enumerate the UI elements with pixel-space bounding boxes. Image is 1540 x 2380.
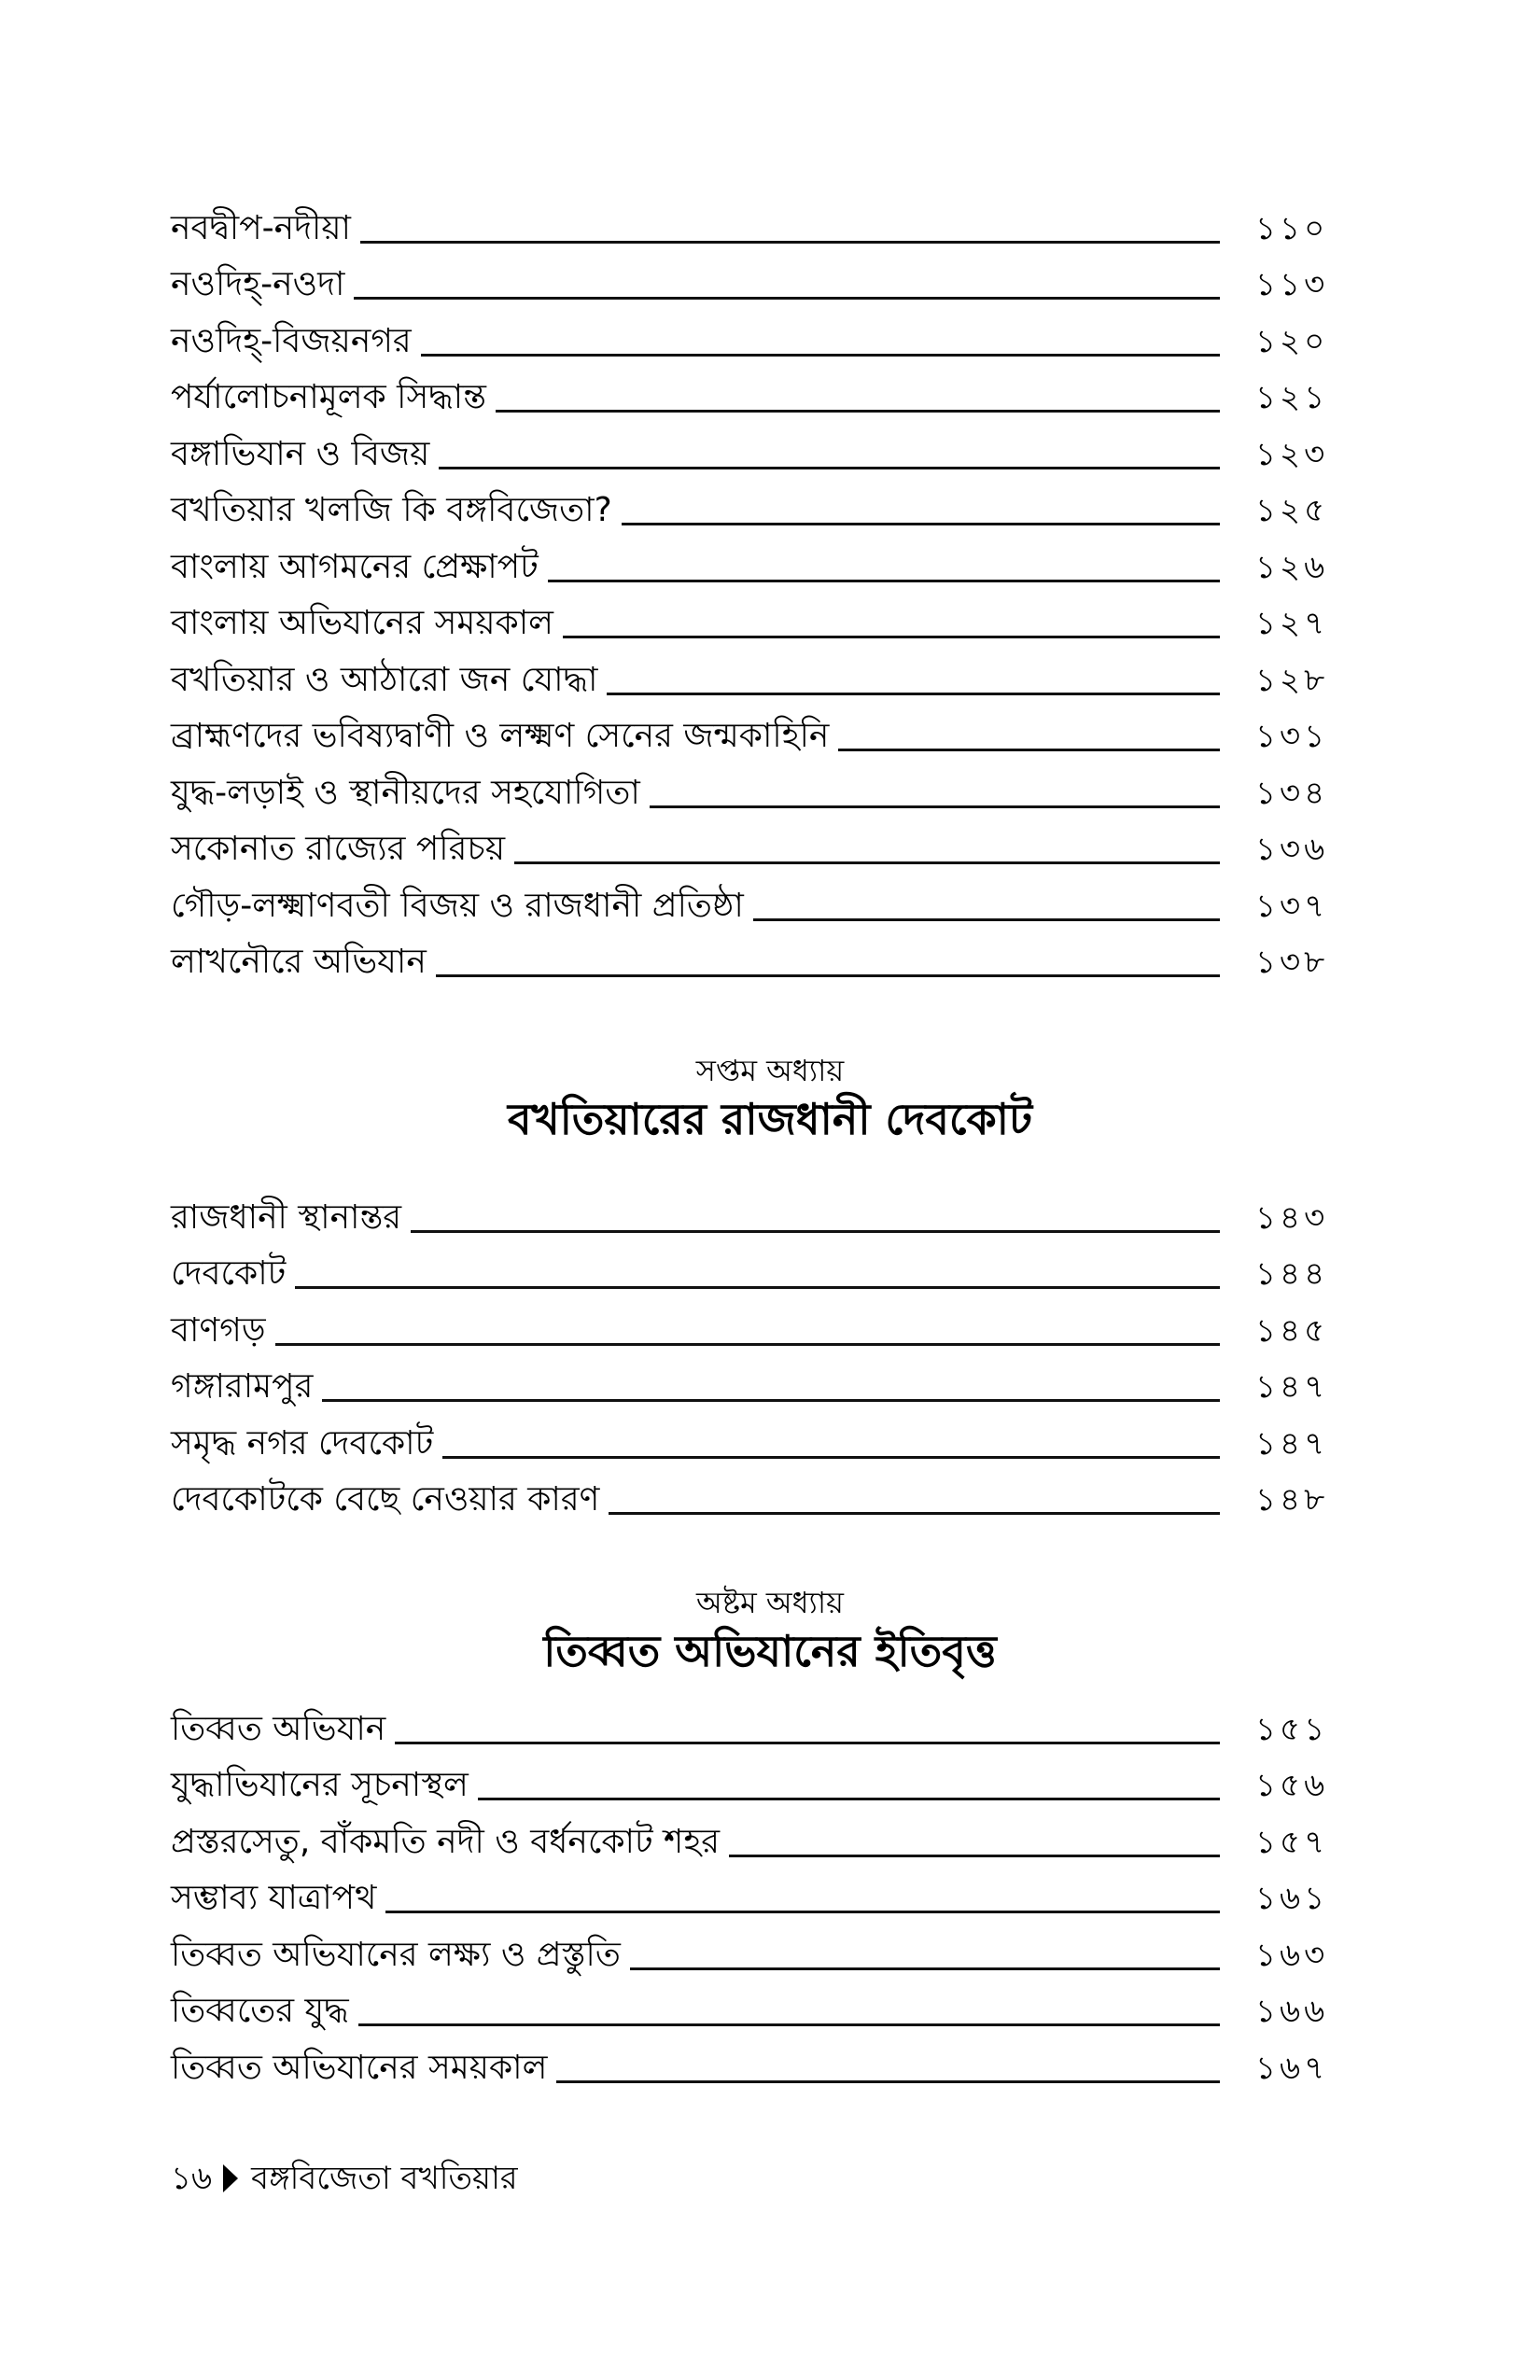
toc-entry-page: ১৪৫ (1255, 1311, 1329, 1350)
toc-leader-line (622, 523, 1220, 525)
toc-entry-title: নওদিহ্-নওদা (171, 265, 345, 303)
toc-entry-page: ১৬৩ (1255, 1936, 1329, 1974)
toc-leader-line (556, 2080, 1220, 2083)
toc-entry-title: সকোনাত রাজ্যের পরিচয় (171, 830, 506, 868)
toc-entry-title: তিব্বত অভিযান (171, 1709, 386, 1748)
toc-entry[interactable] (171, 479, 1347, 536)
toc-entry[interactable] (171, 1697, 1347, 1754)
footer-book-title: বঙ্গবিজেতা বখতিয়ার (251, 2160, 518, 2197)
triangle-right-icon (223, 2164, 238, 2192)
toc-entry-title: বাংলায় আগমনের প্রেক্ষাপট (171, 547, 539, 586)
toc-entry-page: ১৩৮ (1255, 944, 1329, 981)
toc-entry-page: ১৩৪ (1255, 774, 1329, 812)
toc-entry[interactable] (171, 705, 1347, 762)
toc-leader-line (548, 580, 1220, 582)
toc-entry[interactable] (171, 366, 1347, 423)
toc-entry[interactable] (171, 2036, 1347, 2093)
toc-entry-page: ১২৬ (1255, 548, 1329, 586)
toc-leader-line (360, 241, 1220, 244)
toc-entry-page: ১৪৭ (1255, 1368, 1329, 1406)
toc-entry-page: ১২০ (1255, 322, 1329, 360)
toc-leader-line (630, 1967, 1220, 1970)
toc-entry-title: বখতিয়ার ও আঠারো জন যোদ্ধা (171, 660, 598, 699)
toc-entry-title: যুদ্ধ-লড়াই ও স্থানীয়দের সহযোগিতা (171, 773, 640, 812)
toc-leader-line (496, 410, 1220, 413)
chapter-heading-8 (0, 1584, 1540, 1677)
toc-entry-page: ১৬৭ (1255, 2049, 1329, 2087)
toc-entry[interactable] (171, 1185, 1347, 1242)
toc-entry-title: গঙ্গারামপুর (171, 1367, 314, 1406)
toc-leader-line (436, 974, 1220, 977)
toc-entry-page: ১২৩ (1255, 435, 1329, 473)
footer-page-number: ১৬ (171, 2160, 213, 2197)
chapter-label: অষ্টম অধ্যায় (696, 1585, 844, 1620)
toc-leader-line (439, 467, 1220, 469)
toc-leader-line (729, 1855, 1220, 1857)
toc-entry-title: বঙ্গাভিযান ও বিজয় (171, 434, 430, 473)
toc-entry-title: তিব্বতের যুদ্ধ (171, 1992, 349, 2030)
toc-entry-page: ১৪৪ (1255, 1255, 1329, 1293)
toc-leader-line (395, 1742, 1220, 1744)
toc-leader-line (411, 1230, 1220, 1233)
toc-entry-title: নবদ্বীপ-নদীয়া (171, 208, 351, 247)
toc-entry[interactable] (171, 535, 1347, 592)
toc-leader-line (354, 297, 1220, 300)
toc-entry-page: ১৬১ (1255, 1880, 1329, 1917)
toc-leader-line (563, 636, 1220, 638)
toc-leader-line (295, 1286, 1220, 1289)
toc-entry-page: ১২১ (1255, 379, 1329, 416)
chapter-title: বখতিয়ারের রাজধানী দেবকোট (507, 1094, 1033, 1144)
toc-entry-title: প্রস্তরসেতু, বাঁকমতি নদী ও বর্ধনকোট শহর (171, 1822, 721, 1861)
toc-entry[interactable] (171, 592, 1347, 649)
toc-leader-line (385, 1911, 1220, 1913)
toc-entry-page: ১৪৩ (1255, 1198, 1329, 1237)
toc-leader-line (753, 918, 1220, 921)
toc-section-chapter-7 (171, 1185, 1347, 1524)
toc-entry[interactable] (171, 1411, 1347, 1468)
toc-entry-title: সমৃদ্ধ নগর দেবকোট (171, 1423, 434, 1463)
toc-entry-page: ১১০ (1255, 209, 1329, 247)
toc-entry-title: লাখনৌরে অভিযান (171, 943, 427, 981)
toc-entry[interactable] (171, 648, 1347, 705)
toc-entry-page: ১৩৬ (1255, 831, 1329, 868)
toc-entry[interactable] (171, 1468, 1347, 1525)
toc-entry-page: ১২৫ (1255, 492, 1329, 529)
toc-entry-title: সম্ভাব্য যাত্রাপথ (171, 1879, 377, 1917)
chapter-title: তিব্বত অভিযানের ইতিবৃত্ত (543, 1626, 997, 1676)
page-footer (171, 2158, 518, 2199)
toc-entry-title: গৌড়-লক্ষ্মাণবতী বিজয় ও রাজধানী প্রতিষ্ঠা (171, 886, 744, 925)
toc-entry[interactable] (171, 422, 1347, 479)
toc-entry-title: নওদিহ্-বিজয়নগর (171, 321, 412, 360)
toc-entry-page: ১১৩ (1255, 266, 1329, 303)
toc-entry-page: ১৩৭ (1255, 887, 1329, 925)
toc-leader-line (478, 1798, 1220, 1800)
toc-leader-line (838, 749, 1220, 751)
toc-entry-page: ১৫৭ (1255, 1823, 1329, 1861)
toc-entry[interactable] (171, 761, 1347, 818)
toc-section-chapter-8 (171, 1697, 1347, 2093)
toc-entry-page: ১৩১ (1255, 718, 1329, 755)
toc-entry-title: বাণগড় (171, 1310, 266, 1350)
toc-leader-line (358, 2023, 1220, 2026)
toc-entry-title: যুদ্ধাভিযানের সূচনাস্থল (171, 1766, 469, 1804)
toc-entry-title: ব্রাহ্মণদের ভবিষ্যদ্বাণী ও লক্ষ্মণ সেনের জন্মকাহিনি (171, 717, 830, 755)
chapter-heading-7 (0, 1052, 1540, 1145)
toc-entry[interactable] (171, 1810, 1347, 1867)
toc-entry-title: দেবকোটকে বেছে নেওয়ার কারণ (171, 1480, 600, 1519)
toc-leader-line (609, 1512, 1220, 1515)
toc-leader-line (514, 861, 1220, 864)
toc-entry-page: ১৬৬ (1255, 1993, 1329, 2030)
toc-entry-title: রাজধানী স্থানান্তর (171, 1197, 402, 1237)
toc-leader-line (421, 354, 1220, 357)
toc-entry[interactable] (171, 309, 1347, 366)
toc-entry[interactable] (171, 1867, 1347, 1924)
toc-entry-title: বাংলায় অভিযানের সময়কাল (171, 604, 553, 642)
toc-entry-page: ১২৮ (1255, 661, 1329, 699)
toc-entry[interactable] (171, 1242, 1347, 1299)
toc-leader-line (442, 1456, 1220, 1459)
toc-section-continued (171, 196, 1347, 987)
toc-entry[interactable] (171, 1754, 1347, 1811)
toc-leader-line (275, 1343, 1220, 1346)
toc-entry[interactable] (171, 931, 1347, 987)
toc-entry-title: পর্যালোচনামূলক সিদ্ধান্ত (171, 378, 486, 416)
toc-entry-title: দেবকোট (171, 1254, 287, 1293)
toc-entry[interactable] (171, 1298, 1347, 1355)
toc-entry[interactable] (171, 818, 1347, 875)
toc-entry-title: তিব্বত অভিযানের লক্ষ্য ও প্রস্তুতি (171, 1935, 621, 1974)
toc-entry-title: বখতিয়ার খলজি কি বঙ্গবিজেতা? (171, 491, 612, 529)
toc-entry-page: ১৫১ (1255, 1710, 1329, 1748)
toc-entry-page: ১২৭ (1255, 605, 1329, 642)
toc-entry[interactable] (171, 1355, 1347, 1412)
toc-entry[interactable] (171, 253, 1347, 310)
toc-entry-page: ১৪৮ (1255, 1481, 1329, 1519)
toc-entry[interactable] (171, 874, 1347, 931)
toc-entry[interactable] (171, 196, 1347, 253)
toc-entry-page: ১৪৭ (1255, 1424, 1329, 1463)
toc-leader-line (607, 693, 1220, 695)
toc-entry-page: ১৫৬ (1255, 1767, 1329, 1804)
toc-leader-line (650, 805, 1220, 808)
toc-leader-line (322, 1399, 1220, 1402)
toc-entry[interactable] (171, 1980, 1347, 2037)
toc-entry[interactable] (171, 1923, 1347, 1980)
toc-entry-title: তিব্বত অভিযানের সময়কাল (171, 2048, 548, 2087)
chapter-label: সপ্তম অধ্যায় (695, 1053, 845, 1088)
